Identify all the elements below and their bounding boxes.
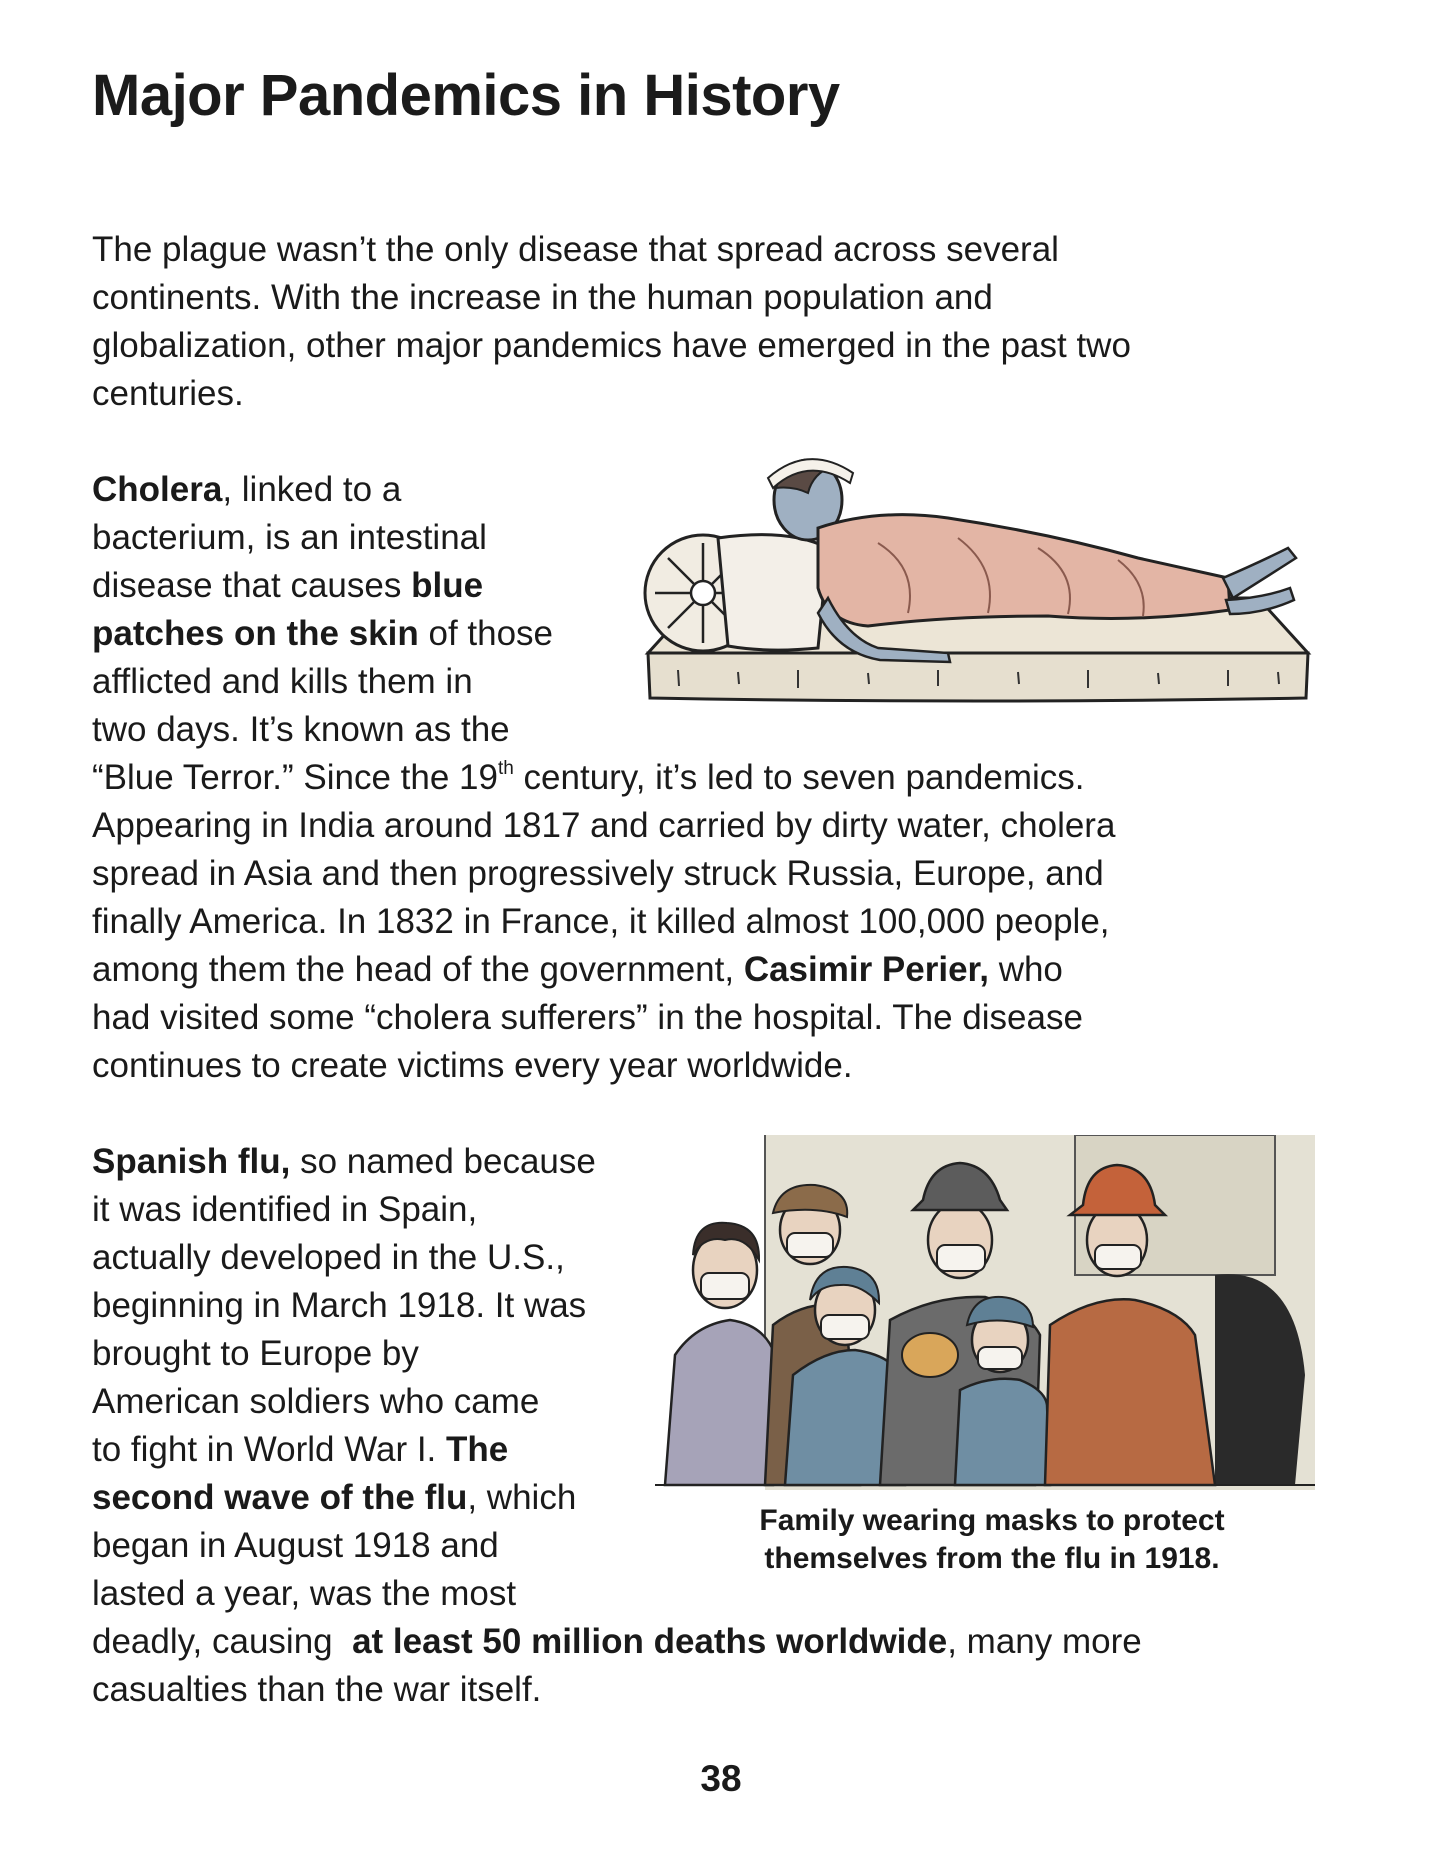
text-line: spread in Asia and then progressively struck Russia, Europe, and xyxy=(92,854,1104,893)
text-line: Appearing in India around 1817 and carried by dirty water, cholera xyxy=(92,806,1116,845)
text-line: actually developed in the U.S., xyxy=(92,1238,565,1277)
text-line: brought to Europe by xyxy=(92,1334,419,1373)
text-run: to fight in World War I. xyxy=(92,1430,446,1469)
cholera-term: Cholera xyxy=(92,470,223,509)
intro-line: centuries. xyxy=(92,374,244,413)
text-run: who xyxy=(988,950,1063,989)
emphasis-text: blue xyxy=(411,566,484,605)
emphasis-text: second wave of the flu xyxy=(92,1478,468,1517)
page-number: 38 xyxy=(700,1758,742,1799)
text-line: it was identified in Spain, xyxy=(92,1190,478,1229)
text-line: began in August 1918 and xyxy=(92,1526,499,1565)
text-line: American soldiers who came xyxy=(92,1382,540,1421)
text-line: beginning in March 1918. It was xyxy=(92,1286,587,1325)
page-title: Major Pandemics in History xyxy=(92,63,840,128)
illustration-caption xyxy=(672,1502,1312,1578)
intro-paragraph xyxy=(92,226,1362,418)
intro-line: continents. With the increase in the human population and xyxy=(92,278,993,317)
text-run: of those xyxy=(418,614,554,653)
text-line: finally America. In 1832 in France, it killed almost 100,000 people, xyxy=(92,902,1110,941)
text-run: deadly, causing xyxy=(92,1622,353,1661)
intro-line: globalization, other major pandemics have emerged in the past two xyxy=(92,326,1131,365)
text-line: casualties than the war itself. xyxy=(92,1670,542,1709)
text-line: bacterium, is an intestinal xyxy=(92,518,487,557)
ordinal-superscript: th xyxy=(497,758,514,779)
emphasis-text: at least 50 million deaths worldwide xyxy=(352,1622,948,1661)
person-name: Casimir Perier, xyxy=(743,950,989,989)
emphasis-text: patches on the skin xyxy=(92,614,419,653)
text-run: so named because xyxy=(290,1142,596,1181)
caption-line: Family wearing masks to protect xyxy=(759,1504,1225,1537)
text-run: disease that causes xyxy=(92,566,412,605)
text-run: , many more xyxy=(947,1622,1142,1661)
caption-line: themselves from the flu in 1918. xyxy=(764,1542,1220,1575)
text-line: afflicted and kills them in xyxy=(92,662,473,701)
text-line: two days. It’s known as the xyxy=(92,710,510,749)
intro-line: The plague wasn’t the only disease that spread across several xyxy=(92,230,1059,269)
cholera-paragraph xyxy=(92,466,1382,1090)
text-line: had visited some “cholera sufferers” in the hospital. The disease xyxy=(92,998,1083,1037)
text-run: , which xyxy=(467,1478,577,1517)
emphasis-text: The xyxy=(446,1430,509,1469)
text-run: among them the head of the government, xyxy=(92,950,744,989)
text-line: continues to create victims every year worldwide. xyxy=(92,1046,853,1085)
spanish-flu-paragraph xyxy=(92,1138,1382,1714)
text-run: , linked to a xyxy=(222,470,402,509)
spanish-flu-term: Spanish flu, xyxy=(92,1142,291,1181)
text-line: lasted a year, was the most xyxy=(92,1574,517,1613)
text-run: “Blue Terror.” Since the 19 xyxy=(92,758,498,797)
text-run: century, it’s led to seven pandemics. xyxy=(513,758,1085,797)
